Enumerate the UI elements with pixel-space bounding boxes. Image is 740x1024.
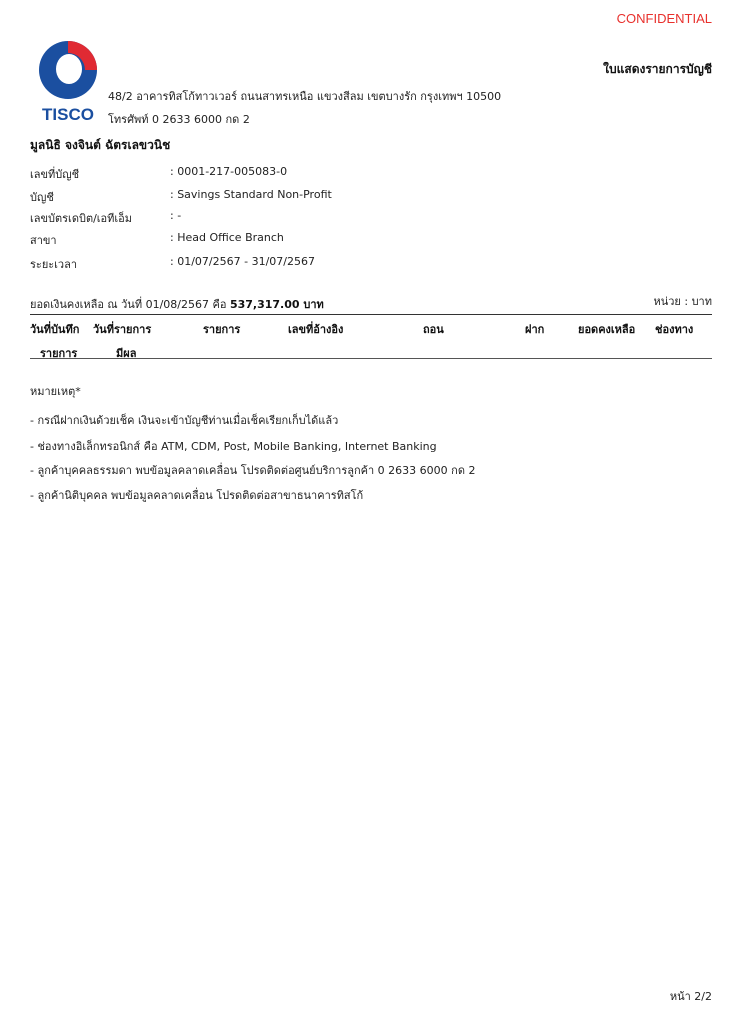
balance-amount: 537,317.00 บาท: [229, 298, 324, 311]
debit-card-value: : -: [170, 209, 182, 222]
col-record-date: วันที่บันทึก: [30, 323, 80, 336]
logo-text: TISCO: [42, 105, 94, 124]
col-balance: ยอดคงเหลือ: [578, 323, 636, 336]
col-reference: เลขที่อ้างอิง: [288, 323, 344, 336]
col-item: รายการ: [203, 323, 241, 336]
confidential-label: CONFIDENTIAL: [616, 11, 712, 26]
col-effective-date: มีผล: [116, 347, 137, 360]
tisco-logo-icon: [33, 38, 103, 126]
col-deposit: ฝาก: [525, 323, 545, 336]
balance-summary: [30, 295, 324, 313]
col-withdraw: ถอน: [423, 323, 444, 336]
branch-value: : Head Office Branch: [170, 231, 284, 244]
account-type-value: : Savings Standard Non-Profit: [170, 188, 332, 201]
note-item: - ลูกค้านิติบุคคล พบข้อมูลคลาดเคลื่อน โปรดติดต่อสาขาธนาคารทิสโก้: [30, 489, 364, 502]
col-txn-date: วันที่รายการ: [93, 323, 152, 336]
table-top-rule: [30, 314, 712, 315]
account-type-label: บัญชี: [30, 191, 54, 204]
period-label: ระยะเวลา: [30, 258, 78, 271]
account-holder-name: มูลนิธิ จงจินต์ ฉัตรเลขวนิช: [30, 138, 171, 152]
unit-label: หน่วย : บาท: [653, 295, 712, 308]
note-item: - กรณีฝากเงินด้วยเช็ค เงินจะเข้าบัญชีท่านเมื่อเช็คเรียกเก็บได้แล้ว: [30, 414, 339, 427]
note-item: - ลูกค้าบุคคลธรรมดา พบข้อมูลคลาดเคลื่อน โปรดติดต่อศูนย์บริการลูกค้า 0 2633 6000 กด 2: [30, 464, 476, 477]
document-title: ใบแสดงรายการบัญชี: [603, 62, 712, 76]
account-number-label: เลขที่บัญชี: [30, 168, 80, 181]
bank-phone: โทรศัพท์ 0 2633 6000 กด 2: [108, 113, 250, 126]
note-item: - ช่องทางอิเล็กทรอนิกส์ คือ ATM, CDM, Post, Mobile Banking, Internet Banking: [30, 440, 437, 453]
col-channel: ช่องทาง: [655, 323, 694, 336]
page-number: หน้า 2/2: [669, 990, 712, 1003]
period-value: : 01/07/2567 - 31/07/2567: [170, 255, 315, 268]
tisco-logo: [33, 38, 103, 126]
branch-label: สาขา: [30, 234, 57, 247]
bank-address: 48/2 อาคารทิสโก้ทาวเวอร์ ถนนสาทรเหนือ แขวงสีลม เขตบางรัก กรุงเทพฯ 10500: [108, 90, 502, 103]
debit-card-label: เลขบัตรเดบิต/เอทีเอ็ม: [30, 212, 133, 225]
account-number-value: : 0001-217-005083-0: [170, 165, 288, 178]
table-bottom-rule: [30, 358, 712, 359]
col-item-line2: รายการ: [40, 347, 78, 360]
notes-title: หมายเหตุ*: [30, 385, 81, 398]
balance-prefix: ยอดเงินคงเหลือ ณ วันที่ 01/08/2567 คือ: [30, 298, 227, 311]
